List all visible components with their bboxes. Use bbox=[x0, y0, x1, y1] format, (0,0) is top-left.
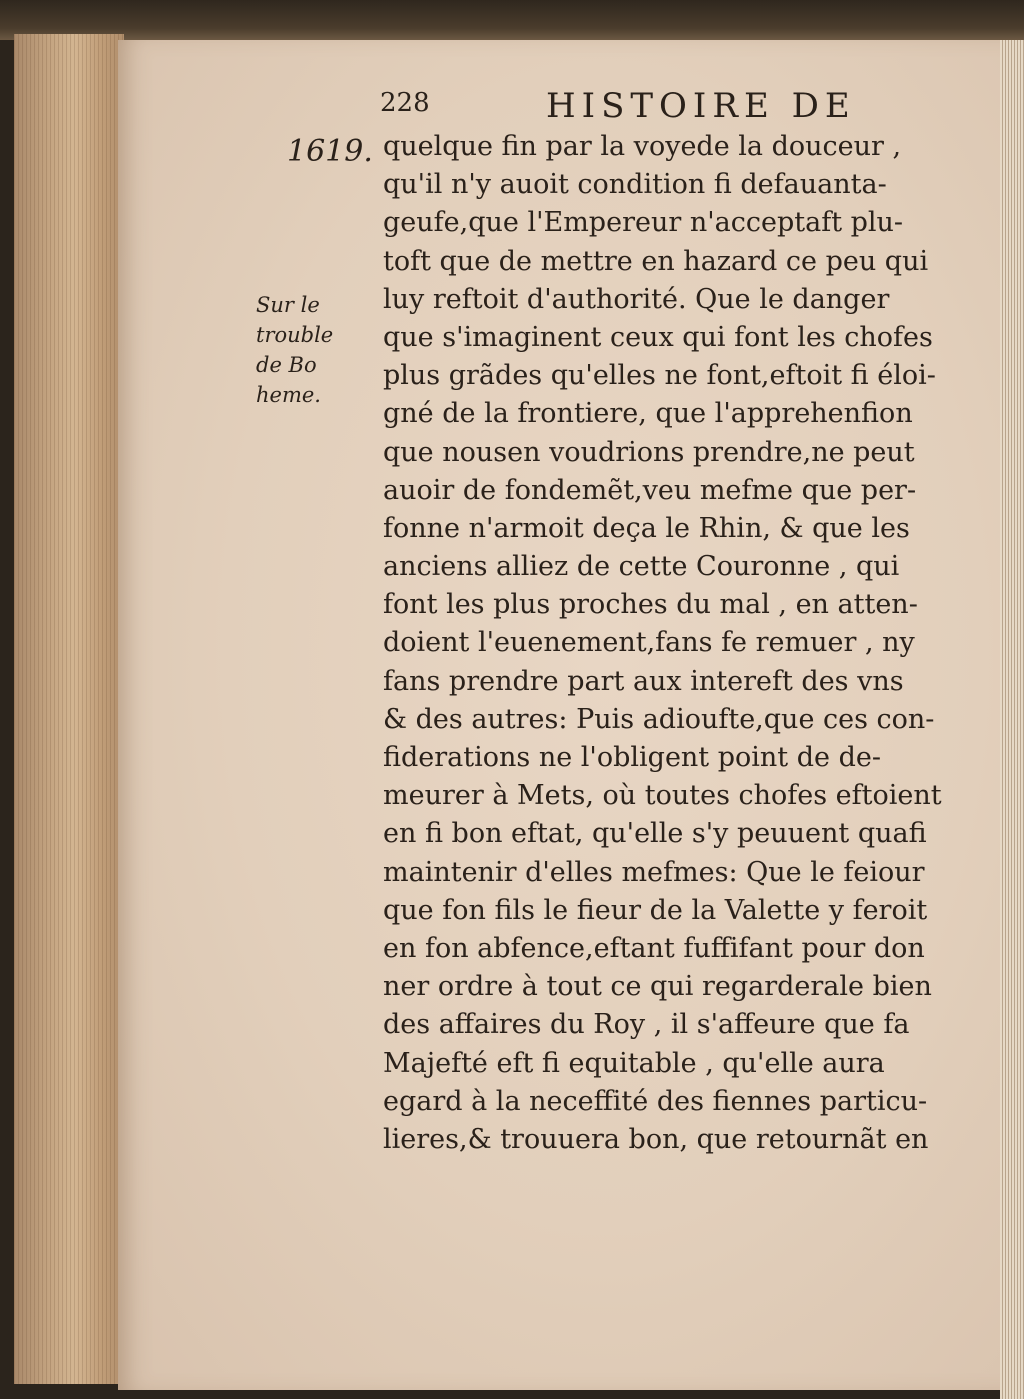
marginal-note bbox=[256, 290, 356, 410]
text-line: fonne n'armoit deça le Rhin, & que les bbox=[383, 512, 910, 544]
text-line: geufe,que l'Empereur n'acceptaft plu- bbox=[383, 207, 904, 239]
text-line: doient l'euenement,fans fe remuer , ny bbox=[383, 627, 915, 659]
text-line: gné de la frontiere, que l'apprehenfion bbox=[383, 398, 913, 430]
text-line: maintenir d'elles mefmes: Que le feiour bbox=[383, 856, 925, 888]
text-line: font les plus proches du mal , en atten- bbox=[383, 589, 918, 621]
marginal-note-line: de Bo bbox=[256, 353, 317, 377]
text-line: en fon abfence,eftant fuffifant pour don bbox=[383, 932, 925, 964]
page-stack-left bbox=[14, 34, 124, 1384]
text-line: fans prendre part aux intereft des vns bbox=[383, 665, 904, 697]
text-line: toft que de mettre en hazard ce peu qui bbox=[383, 245, 929, 277]
text-line: en fi bon eftat, qu'elle s'y peuuent quafi bbox=[383, 818, 927, 850]
text-line: que s'imaginent ceux qui font les chofes bbox=[383, 321, 933, 353]
page-number: 228 bbox=[380, 88, 430, 118]
text-line: Majefté eft fi equitable , qu'elle aura bbox=[383, 1047, 885, 1079]
text-line: auoir de fondemẽt,veu mefme que per- bbox=[383, 474, 917, 506]
text-line: fiderations ne l'obligent point de de- bbox=[383, 742, 881, 773]
text-line: luy reftoit d'authorité. Que le danger bbox=[383, 283, 890, 315]
marginal-note-line: Sur le bbox=[256, 293, 320, 317]
text-line: que nousen voudrions prendre,ne peut bbox=[383, 436, 915, 468]
text-line: plus grãdes qu'elles ne font,eftoit fi éloi- bbox=[383, 360, 936, 392]
body-text bbox=[383, 128, 983, 1159]
margin-year: 1619. bbox=[287, 134, 373, 169]
text-line: des affaires du Roy , il s'affeure que fa bbox=[383, 1009, 910, 1041]
text-line: que fon fils le fieur de la Valette y feroit bbox=[383, 894, 928, 926]
running-title: HISTOIRE DE bbox=[546, 86, 856, 126]
text-line: qu'il n'y auoit condition fi defauanta- bbox=[383, 169, 887, 201]
page-stack-right bbox=[1000, 40, 1024, 1399]
book-cover-edge bbox=[0, 0, 1024, 40]
text-line: egard à la neceffité des fiennes particu- bbox=[383, 1085, 928, 1117]
text-line: ner ordre à tout ce qui regarderale bien bbox=[383, 971, 932, 1003]
text-line: & des autres: Puis adioufte,que ces con- bbox=[383, 703, 935, 735]
text-line: quelque fin par la voyede la douceur , bbox=[383, 131, 902, 162]
marginal-note-line: trouble bbox=[256, 323, 334, 347]
text-line: lieres,& trouuera bon, que retournãt en bbox=[383, 1123, 929, 1155]
text-line: anciens alliez de cette Couronne , qui bbox=[383, 551, 900, 583]
page-header bbox=[380, 86, 920, 130]
text-line: meurer à Mets, où toutes chofes eftoient bbox=[383, 780, 942, 812]
marginal-note-line: heme. bbox=[256, 383, 321, 407]
